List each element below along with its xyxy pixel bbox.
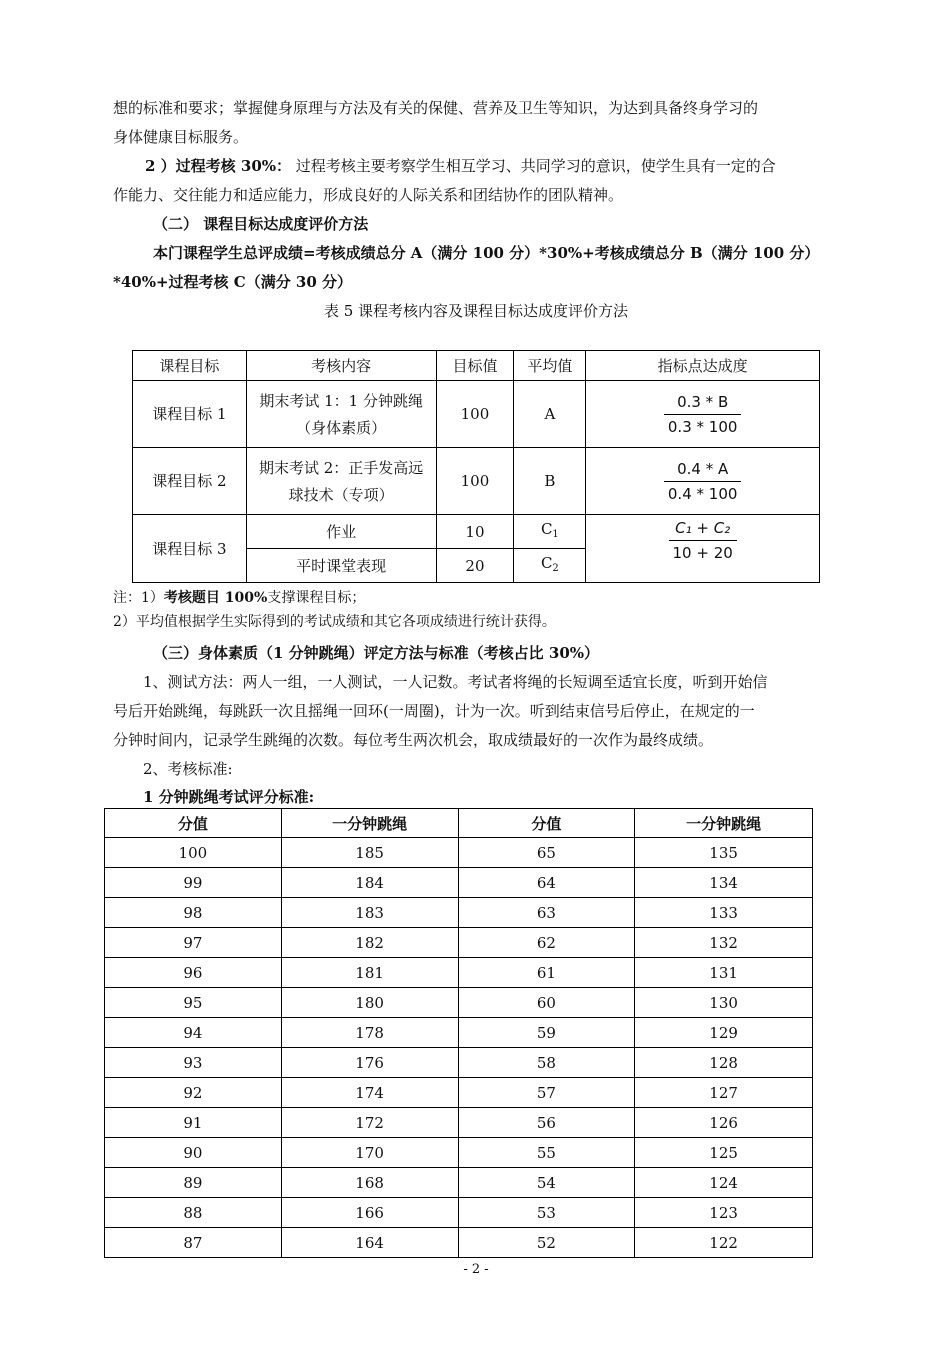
table-cell: 53 [458,1198,635,1228]
table-row [105,1168,813,1198]
table-header: 分值 [105,809,282,838]
table-row [105,928,813,958]
note-prefix: 注：1） [113,590,164,606]
process-assessment-label: 2 ）过程考核 30%： [145,157,292,175]
paragraph-line: 分钟时间内，记录学生跳绳的次数。每位考生两次机会，取成绩最好的一次作为最终成绩。 [113,731,714,749]
formula-denominator: 10 + 20 [672,544,733,562]
table-cell: 60 [458,988,635,1018]
table-row [105,1138,813,1168]
table-header-row [133,351,820,381]
table-cell: 62 [458,928,635,958]
goal-cell: 课程目标 2 [133,448,247,515]
table-cell: 93 [105,1048,282,1078]
table-cell: 170 [281,1138,458,1168]
table-cell: 58 [458,1048,635,1078]
table-cell: 90 [105,1138,282,1168]
table-row [133,381,820,448]
average-cell: A [514,381,586,448]
formula-line: 本门课程学生总评成绩=考核成绩总分 A（满分 100 分）*30%+考核成绩总分 B（满分 100 分） [153,244,820,262]
achievement-formula [586,448,820,515]
table-header: 课程目标 [133,351,247,381]
table-cell: 127 [635,1078,813,1108]
table-cell: 94 [105,1018,282,1048]
table-cell: 174 [281,1078,458,1108]
table-row [105,868,813,898]
target-cell: 100 [436,448,514,515]
paragraph-line: 身体健康目标服务。 [113,128,249,146]
table-row [105,1108,813,1138]
table-cell: 181 [281,958,458,988]
table-header: 指标点达成度 [586,351,820,381]
table-row [105,958,813,988]
table-header: 目标值 [436,351,514,381]
jump-rope-score-table [104,808,813,1258]
target-cell: 20 [436,549,514,583]
note-text: 支撑课程目标； [267,590,366,606]
table-row [105,1048,813,1078]
table-row [105,898,813,928]
table-cell: 128 [635,1048,813,1078]
content-line: 期末考试 1：1 分钟跳绳 [259,391,423,410]
table-cell: 122 [635,1228,813,1258]
table-cell: 52 [458,1228,635,1258]
formula-numerator: C₁ + C₂ [669,517,737,541]
table-row [133,448,820,515]
average-cell [514,515,586,549]
table-header: 平均值 [514,351,586,381]
average-subscript: 1 [552,528,559,540]
achievement-formula [586,515,820,583]
note-line: 2）平均值根据学生实际得到的考试成绩和其它各项成绩进行统计获得。 [113,614,556,630]
table-cell: 126 [635,1108,813,1138]
table-cell: 92 [105,1078,282,1108]
formula-numerator: 0.3 * B [664,391,742,415]
table-cell: 168 [281,1168,458,1198]
paragraph-line: 1、测试方法：两人一组，一人测试，一人记数。考试者将绳的长短调至适宜长度，听到开始信 [143,673,768,691]
table-cell: 61 [458,958,635,988]
target-cell: 100 [436,381,514,448]
table-cell: 63 [458,898,635,928]
average-symbol: C [540,519,553,538]
table-cell: 164 [281,1228,458,1258]
table-row [105,988,813,1018]
table-cell: 178 [281,1018,458,1048]
paragraph-line: 作能力、交往能力和适应能力，形成良好的人际关系和团结协作的团队精神。 [113,186,624,204]
table-title: 1 分钟跳绳考试评分标准: [143,788,315,806]
table-row [105,1078,813,1108]
table-row [105,1228,813,1258]
table-cell: 123 [635,1198,813,1228]
table-cell: 166 [281,1198,458,1228]
table-cell: 98 [105,898,282,928]
average-symbol: C [540,553,553,572]
table-cell: 95 [105,988,282,1018]
table-cell: 96 [105,958,282,988]
table-cell: 182 [281,928,458,958]
table-cell: 97 [105,928,282,958]
table-row [133,515,820,549]
goal-cell: 课程目标 3 [133,515,247,583]
page-number: - 2 - [463,1262,489,1277]
achievement-formula [586,381,820,448]
table-cell: 131 [635,958,813,988]
paragraph-line: 2、考核标准: [143,760,233,778]
paragraph-line: 号后开始跳绳，每跳跃一次且摇绳一回环(一周圈)，计为一次。听到结束信号后停止，在规定的一 [113,702,755,720]
table-cell: 57 [458,1078,635,1108]
average-cell: B [514,448,586,515]
table-cell: 87 [105,1228,282,1258]
content-line: 期末考试 2：正手发高远 [259,458,424,477]
table-cell: 176 [281,1048,458,1078]
table-cell: 88 [105,1198,282,1228]
table-cell: 100 [105,838,282,868]
target-cell: 10 [436,515,514,549]
table-row [105,838,813,868]
table-cell: 184 [281,868,458,898]
table-cell: 124 [635,1168,813,1198]
table-cell: 135 [635,838,813,868]
goal-cell: 课程目标 1 [133,381,247,448]
content-cell [246,381,436,448]
table-header: 一分钟跳绳 [281,809,458,838]
table-cell: 55 [458,1138,635,1168]
table-cell: 134 [635,868,813,898]
course-goal-table [132,350,820,583]
table-cell: 89 [105,1168,282,1198]
table-header: 一分钟跳绳 [635,809,813,838]
formula-line: *40%+过程考核 C（满分 30 分） [113,273,353,291]
section-heading: （二） 课程目标达成度评价方法 [153,215,369,233]
average-subscript: 2 [552,562,559,574]
average-cell [514,549,586,583]
table-cell: 132 [635,928,813,958]
table-cell: 185 [281,838,458,868]
table-cell: 172 [281,1108,458,1138]
table-cell: 56 [458,1108,635,1138]
table-cell: 183 [281,898,458,928]
table-cell: 125 [635,1138,813,1168]
paragraph-text: 过程考核主要考察学生相互学习、共同学习的意识，使学生具有一定的合 [291,157,776,175]
formula-denominator: 0.4 * 100 [667,484,738,503]
table-cell: 54 [458,1168,635,1198]
formula-numerator: 0.4 * A [664,458,742,482]
table-cell: 99 [105,868,282,898]
table-cell: 91 [105,1108,282,1138]
table-row [105,1018,813,1048]
content-cell: 作业 [246,515,436,549]
content-cell [246,448,436,515]
table-header-row [105,809,813,838]
jump-table-body [105,838,813,1258]
table-cell: 130 [635,988,813,1018]
table-header: 考核内容 [246,351,436,381]
note-bold: 考核题目 100% [163,590,268,606]
process-assessment-paragraph [113,152,875,181]
table-cell: 129 [635,1018,813,1048]
section-heading: （三）身体素质（1 分钟跳绳）评定方法与标准（考核占比 30%） [153,644,600,662]
content-line: 球技术（专项） [288,485,394,504]
content-cell: 平时课堂表现 [246,549,436,583]
table-header: 分值 [458,809,635,838]
table-cell: 59 [458,1018,635,1048]
note-line [113,587,365,609]
table-cell: 65 [458,838,635,868]
table-row [105,1198,813,1228]
table-cell: 133 [635,898,813,928]
formula-denominator: 0.3 * 100 [667,417,738,436]
table-cell: 180 [281,988,458,1018]
paragraph-line: 想的标准和要求；掌握健身原理与方法及有关的保健、营养及卫生等知识，为达到具备终身学习的 [113,99,759,117]
content-line: （身体素质） [296,418,387,437]
table-caption: 表 5 课程考核内容及课程目标达成度评价方法 [323,302,629,320]
table-cell: 64 [458,868,635,898]
